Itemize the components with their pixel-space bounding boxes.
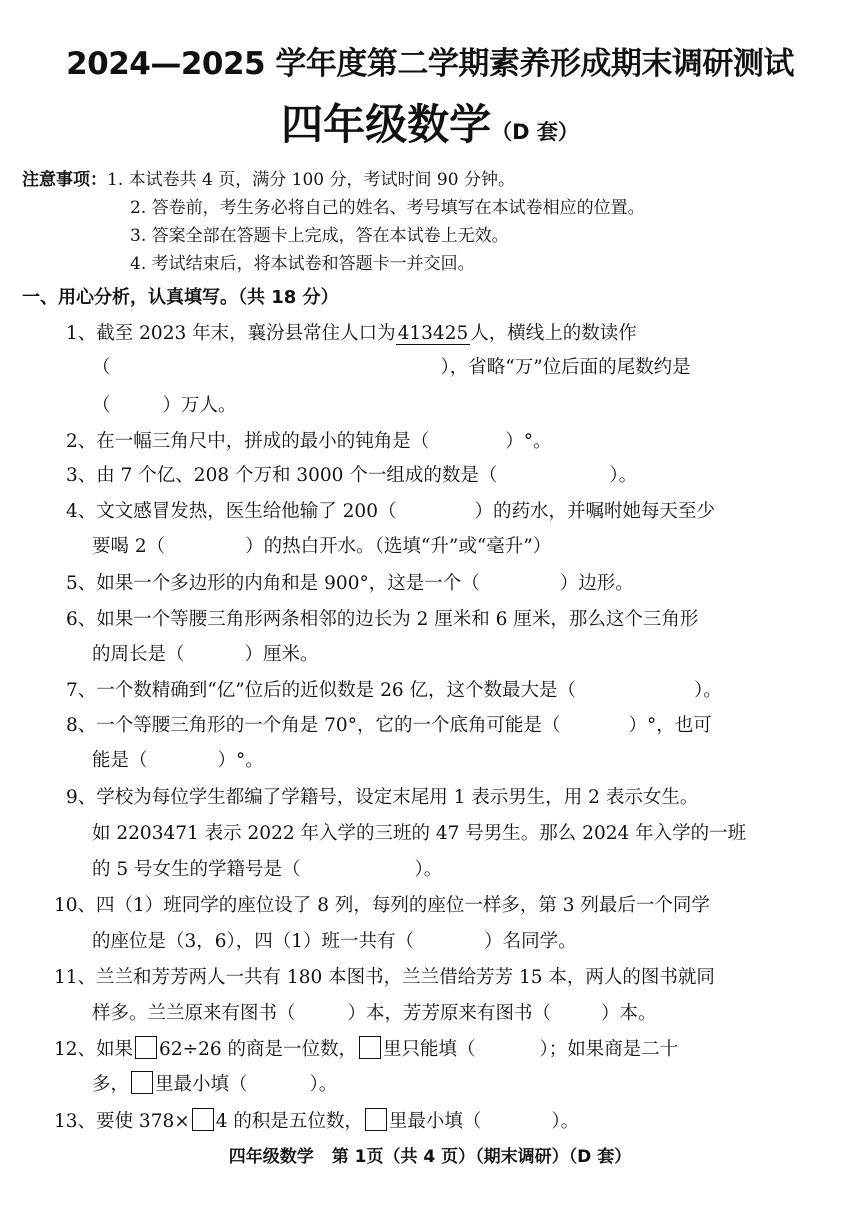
subject-title: 四年级数学 xyxy=(281,100,492,149)
digit-box[interactable] xyxy=(135,1036,157,1059)
question-13: 13、要使 378× 4 的积是五位数， 里最小填（ ）。 xyxy=(54,1108,579,1134)
question-11-line-2: 样多。兰兰原来有图书（ ）本，芳芳原来有图书（ ）本。 xyxy=(92,1003,657,1024)
note-item: 3. 答案全部在答题卡上完成，答在本试卷上无效。 xyxy=(130,226,509,246)
question-6-line-1: 6、如果一个等腰三角形两条相邻的边长为 2 厘米和 6 厘米，那么这个三角形 xyxy=(66,609,699,630)
notes-label: 注意事项： xyxy=(22,170,107,190)
digit-box[interactable] xyxy=(192,1108,214,1131)
question-8-line-2: 能是（ ）°。 xyxy=(92,750,264,771)
section-heading: 一、用心分析，认真填写。（共 18 分） xyxy=(22,287,339,308)
note-item: 2. 答卷前，考生务必将自己的姓名、考号填写在本试卷相应的位置。 xyxy=(130,198,645,218)
digit-box[interactable] xyxy=(365,1108,387,1131)
question-2: 2、在一幅三角尺中，拼成的最小的钝角是（ ）°。 xyxy=(66,431,552,452)
question-4-line-2: 要喝 2（ ）的热白开水。（选填“升”或“毫升”） xyxy=(92,536,552,557)
note-item: 4. 考试结束后，将本试卷和答题卡一并交回。 xyxy=(130,254,475,274)
question-8-line-1: 8、一个等腰三角形的一个角是 70°，它的一个底角可能是（ ）°，也可 xyxy=(66,715,712,736)
notes-line-1 xyxy=(22,168,515,192)
page-footer xyxy=(0,1142,860,1167)
question-9-line-1: 9、学校为每位学生都编了学籍号，设定末尾用 1 表示男生，用 2 表示女生。 xyxy=(66,787,699,808)
question-1-line-3: （ ）万人。 xyxy=(92,395,237,416)
question-10-line-2: 的座位是（3，6），四（1）班一共有（ ）名同学。 xyxy=(92,931,577,952)
question-12-line-2: 多， 里最小填（ ）。 xyxy=(92,1071,337,1097)
question-3: 3、由 7 个亿、208 个万和 3000 个一组成的数是（ ）。 xyxy=(66,465,638,486)
exam-subtitle xyxy=(0,92,860,152)
footer-type: （期末调研） xyxy=(475,1147,569,1167)
question-12-line-1: 12、如果 62÷26 的商是一位数， 里只能填（ ）；如果商是二十 xyxy=(54,1036,678,1062)
question-6-line-2: 的周长是（ ）厘米。 xyxy=(92,644,319,665)
note-item: 1. 本试卷共 4 页，满分 100 分，考试时间 90 分钟。 xyxy=(107,170,515,190)
digit-box[interactable] xyxy=(359,1036,381,1059)
exam-title: 2024—2025 学年度第二学期素养形成期末调研测试 xyxy=(66,46,794,82)
question-7: 7、一个数精确到“亿”位后的近似数是 26 亿，这个数最大是（ ）。 xyxy=(66,680,722,701)
question-11-line-1: 11、兰兰和芳芳两人一共有 180 本图书，兰兰借给芳芳 15 本，两人的图书就同 xyxy=(54,967,715,988)
digit-box[interactable] xyxy=(131,1071,153,1094)
set-label: （D 套） xyxy=(491,120,579,144)
question-5: 5、如果一个多边形的内角和是 900°，这是一个（ ）边形。 xyxy=(66,573,634,594)
question-4-line-1: 4、文文感冒发热，医生给他输了 200（ ）的药水，并嘱咐她每天至少 xyxy=(66,501,715,522)
question-1-line-1: 1、截至 2023 年末，襄汾县常住人口为 413425 人，横线上的数读作 xyxy=(66,323,637,344)
footer-set: （D 套） xyxy=(568,1147,632,1167)
footer-page-number: 第 1页（共 4 页） xyxy=(331,1147,476,1167)
question-1-line-2: （ ），省略“万”位后面的尾数约是 xyxy=(92,357,691,378)
underlined-number: 413425 xyxy=(397,323,469,344)
question-10-line-1: 10、四（1）班同学的座位设了 8 列，每列的座位一样多，第 3 列最后一个同学 xyxy=(54,895,710,916)
footer-subject: 四年级数学 xyxy=(228,1147,314,1167)
question-9-line-2: 如 2203471 表示 2022 年入学的三班的 47 号男生。那么 2024 年入学的一班 xyxy=(92,823,747,844)
question-9-line-3: 的 5 号女生的学籍号是（ ）。 xyxy=(92,859,443,880)
